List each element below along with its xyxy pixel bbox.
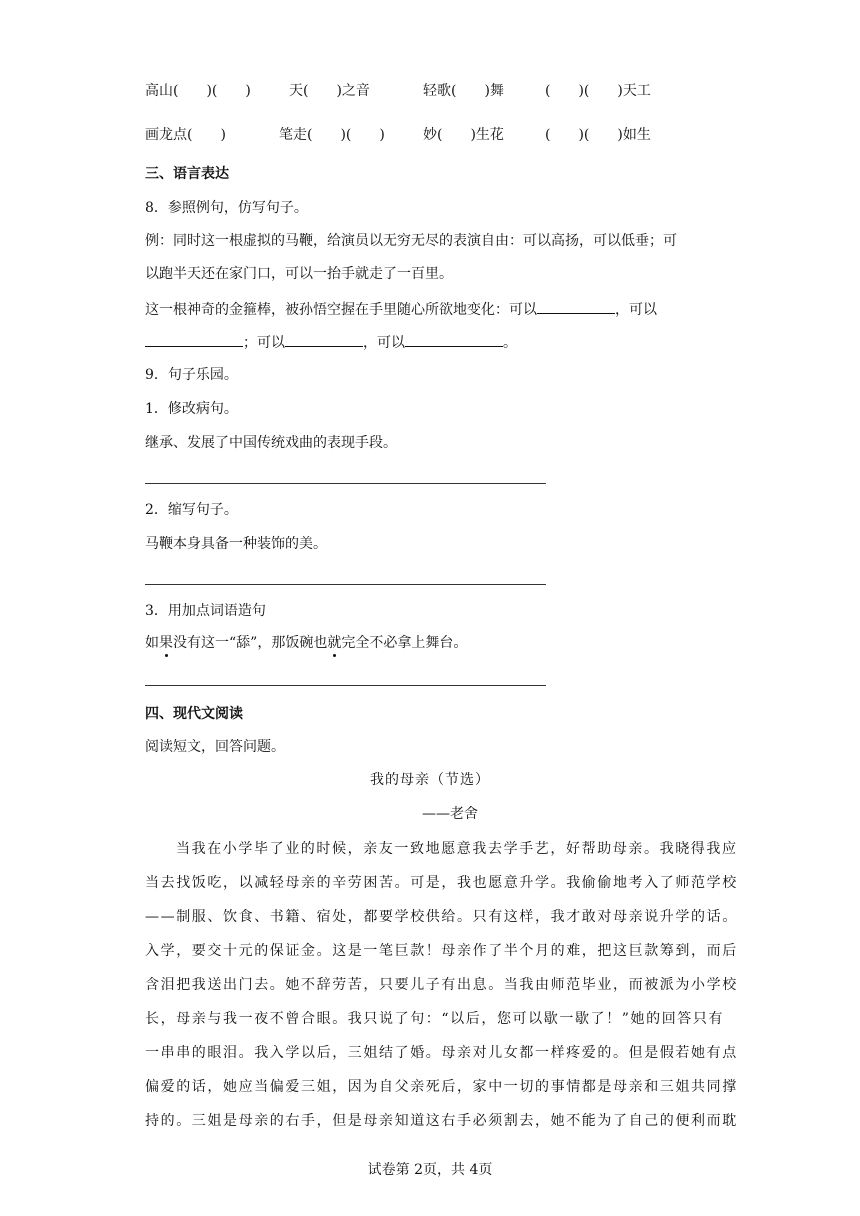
passage-line: 长，母亲与我一夜不曾合眼。我只说了句：“以后，您可以歇一歇了！”她的回答只有 <box>145 1011 725 1027</box>
example-sentence: 例：同时这一根虚拟的马鞭，给演员以无穷无尽的表演自由：可以高扬，可以低垂；可 <box>145 233 677 249</box>
passage-line: 入学，要交十元的保证金。这是一笔巨款！母亲作了半个月的难，把这巨款筹到，而后 <box>145 943 738 959</box>
idiom-item: 笔走( )( ) <box>279 127 385 143</box>
imitation-prompt: ；可以 ，可以 。 <box>145 331 517 353</box>
idiom-row-1 <box>145 80 705 100</box>
answer-blank[interactable] <box>285 331 363 347</box>
passage-title: 我的母亲（节选） <box>370 772 490 788</box>
passage-line: 一串串的眼泪。我入学以后，三姐结了婚。母亲对儿女都一样疼爱的。但是假若她有点 <box>145 1045 738 1061</box>
answer-blank[interactable] <box>405 331 503 347</box>
dotted-word: 果 <box>159 635 173 651</box>
passage-author: ——老舍 <box>422 806 478 822</box>
idiom-item: 轻歌( )舞 <box>423 83 504 99</box>
dotted-word: 就 <box>327 635 342 651</box>
answer-line[interactable] <box>145 685 546 686</box>
sub-question-title: 2．缩写句子。 <box>145 502 238 518</box>
sub-question-title: 3．用加点词语造句 <box>145 603 266 619</box>
passage-line: 偏爱的话，她应当偏爱三姐，因为自父亲死后，家中一切的事情都是母亲和三姐共同撑 <box>145 1079 738 1095</box>
question-title: 8．参照例句，仿写句子。 <box>145 200 308 216</box>
idiom-item: 高山( )( ) <box>145 83 251 99</box>
answer-blank[interactable] <box>145 331 243 347</box>
section-heading: 三、语言表达 <box>145 166 229 182</box>
imitation-prompt: 这一根神奇的金箍棒，被孙悟空握在手里随心所欲地变化：可以 ，可以 <box>145 298 657 320</box>
idiom-item: ( )( )如生 <box>545 127 651 143</box>
sentence-with-dotted-words: 如果没有这一“舔”，那饭碗也就完全不必拿上舞台。 <box>145 635 468 651</box>
sentence-to-shorten: 马鞭本身具备一种装饰的美。 <box>145 536 327 552</box>
idiom-item: 妙( )生花 <box>423 127 504 143</box>
answer-line[interactable] <box>145 483 546 484</box>
passage-line: 当去找饭吃，以减轻母亲的辛劳困苦。可是，我也愿意升学。我偷偷地考入了师范学校 <box>145 875 738 891</box>
page-footer: 试卷第 2页，共 4页 <box>367 1162 493 1178</box>
sentence-to-fix: 继承、发展了中国传统戏曲的表现手段。 <box>145 435 397 451</box>
passage-line: 当我在小学毕了业的时候，亲友一致地愿意我去学手艺，好帮助母亲。我晓得我应 <box>176 841 738 857</box>
idiom-item: ( )( )天工 <box>545 83 651 99</box>
idiom-row-2 <box>145 124 705 144</box>
passage-line: 含泪把我送出门去。她不辞劳苦，只要儿子有出息。当我由师范毕业，而被派为小学校 <box>145 977 738 993</box>
passage-line: ——制服、饮食、书籍、宿处，都要学校供给。只有这样，我才敢对母亲说升学的话。 <box>145 909 738 925</box>
section-heading: 四、现代文阅读 <box>145 706 243 722</box>
example-sentence: 以跑半天还在家门口，可以一抬手就走了一百里。 <box>145 266 453 282</box>
passage-line: 持的。三姐是母亲的右手，但是母亲知道这右手必须割去，她不能为了自己的便利而耽 <box>145 1113 738 1129</box>
answer-line[interactable] <box>145 584 546 585</box>
reading-instruction: 阅读短文，回答问题。 <box>145 739 285 755</box>
idiom-item: 天( )之音 <box>289 83 370 99</box>
sub-question-title: 1．修改病句。 <box>145 401 238 417</box>
idiom-item: 画龙点( ) <box>145 127 226 143</box>
answer-blank[interactable] <box>537 298 615 314</box>
question-title: 9．句子乐园。 <box>145 367 238 383</box>
